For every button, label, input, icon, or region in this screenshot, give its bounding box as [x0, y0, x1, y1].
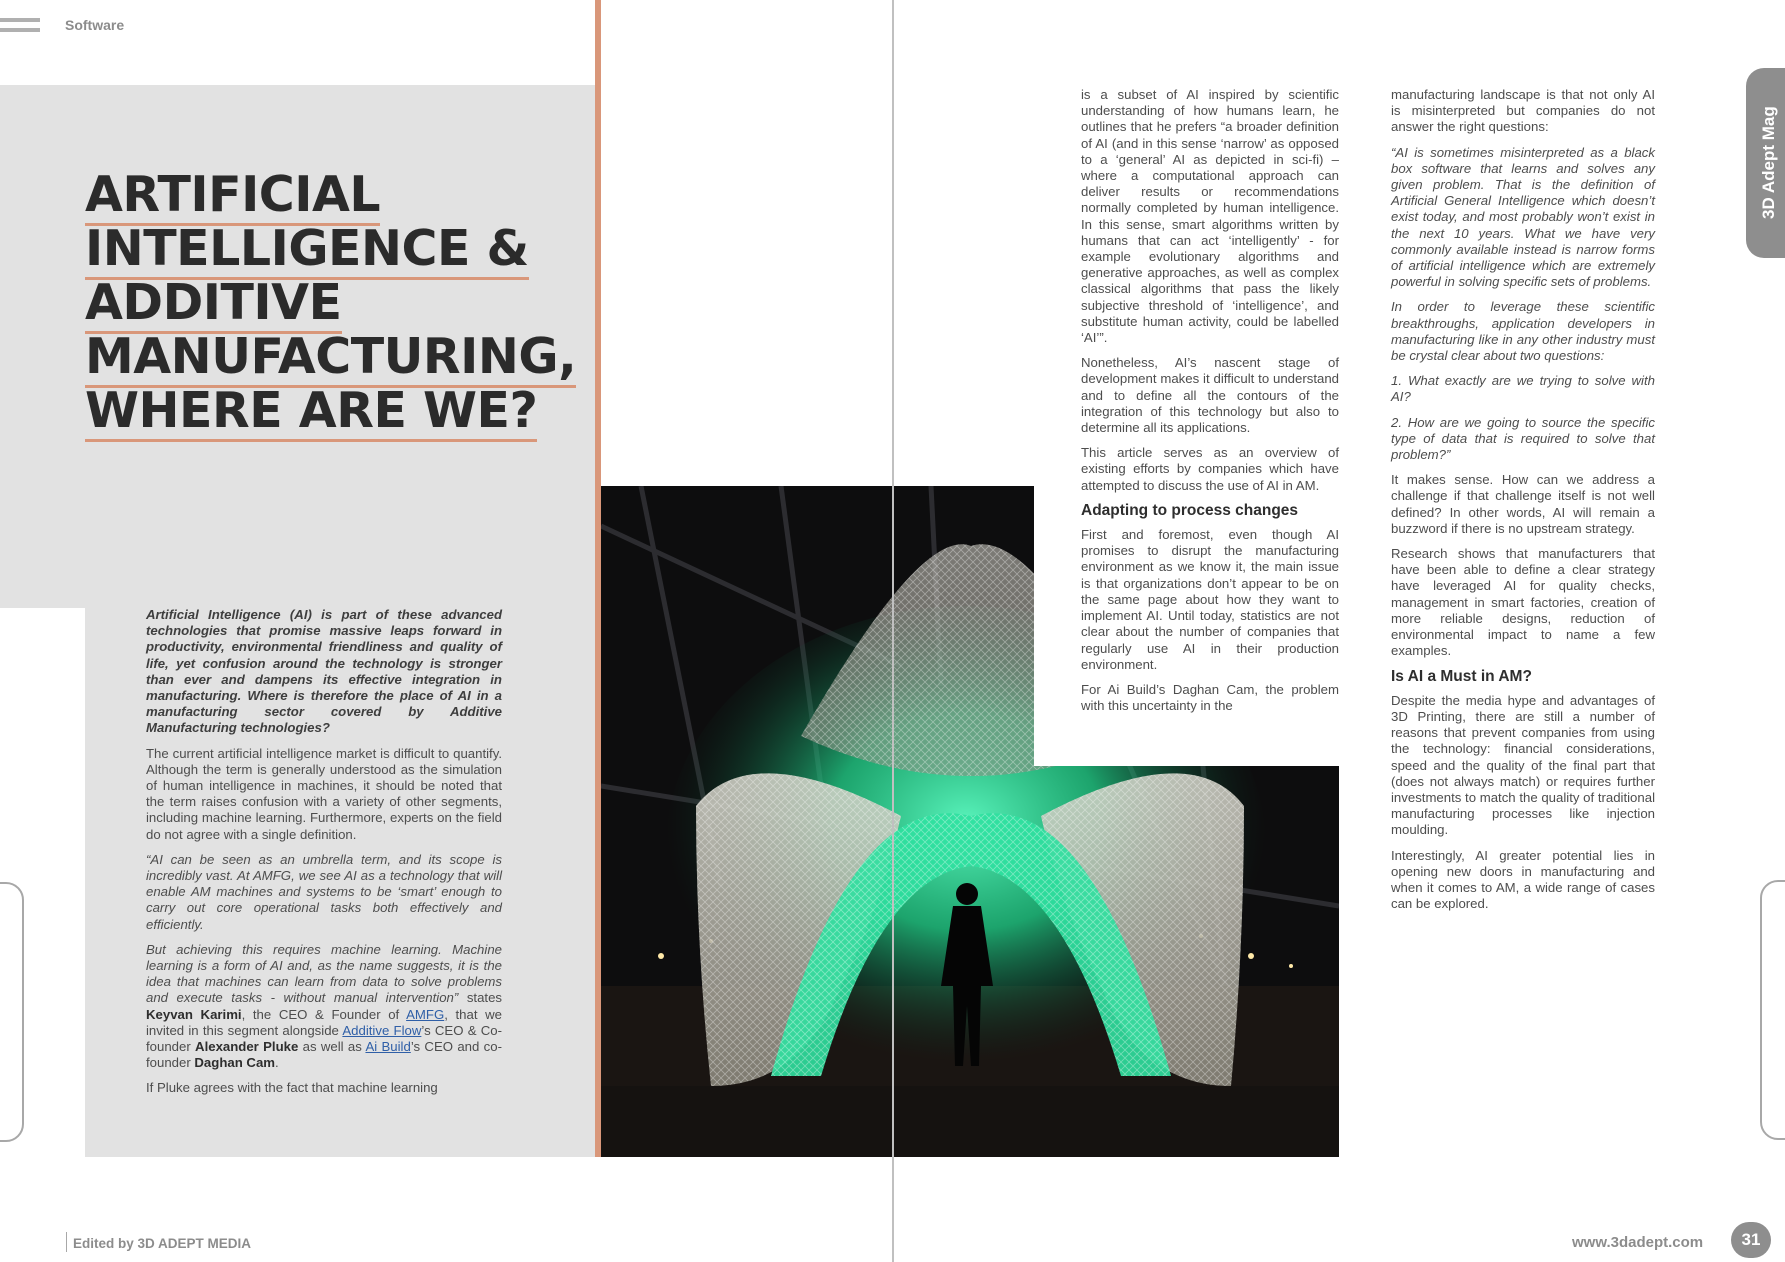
- text: , the CEO & Founder of: [241, 1006, 407, 1022]
- page-spine: [892, 0, 894, 1262]
- title-line-5: WHERE ARE WE?: [85, 382, 537, 442]
- text: .: [275, 1055, 279, 1071]
- paragraph: The current artificial intelligence market is difficult to quantify. Although the term is generally understood as the simulation of human intelligence in machines, it should be noted that the term raises confusion with a variety of other segments, including machine learning. Furthermore, experts on the field do not agree with a single definition.: [146, 745, 502, 842]
- paragraph: This article serves as an overview of existing efforts by companies which have attempted to discuss the use of AI in AM.: [1081, 445, 1339, 493]
- paragraph: Nonetheless, AI’s nascent stage of development makes it difficult to understand and to define all the contours of the integration of this technology but also to determine all its applications.: [1081, 355, 1339, 436]
- paragraph: First and foremost, even though AI promises to disrupt the manufacturing environment as we know it, the main issue is that organizations don’t appear to be on the same page about how they want to implement AI. Until today, statistics are not clear about the number of companies that regularly use AI in their production environment.: [1081, 527, 1339, 672]
- paragraph: Interestingly, AI greater potential lies in opening new doors in manufacturing and when it comes to AM, a wide range of cases can be explored.: [1391, 847, 1655, 912]
- column-3: [1391, 87, 1655, 921]
- page-edge-bracket-left: [0, 882, 24, 1142]
- footer-url[interactable]: www.3dadept.com: [1572, 1234, 1704, 1251]
- quote-paragraph: [1391, 373, 1655, 405]
- additive-flow-link[interactable]: Additive Flow: [342, 1022, 422, 1038]
- text: , that we invited in this segment alongside: [146, 1006, 502, 1038]
- quote-text: 2. How are we going to source the specific type of data that is required to solve that problem?”: [1391, 414, 1655, 463]
- title-line-2: INTELLIGENCE &: [85, 220, 529, 280]
- footer-credit: Edited by 3D ADEPT MEDIA: [73, 1236, 252, 1251]
- article-title: [85, 168, 595, 438]
- column-2: [1081, 87, 1339, 723]
- text: ’s CEO & Co-founder: [146, 1022, 502, 1055]
- amfg-link[interactable]: AMFG: [406, 1006, 445, 1022]
- text: states: [458, 990, 502, 1006]
- paragraph: manufacturing landscape is that not only AI is misinterpreted but companies do not answer the right questions:: [1391, 87, 1655, 135]
- title-line-1: ARTIFICIAL: [85, 166, 380, 226]
- subheading: Adapting to process changes: [1081, 501, 1299, 519]
- quote-paragraph: [1391, 145, 1655, 291]
- column-1: [146, 607, 502, 1106]
- text: as well as: [298, 1039, 366, 1055]
- quote-text: “AI can be seen as an umbrella term, and its scope is incredibly vast. At AMFG, we see AI as a technology that will enable AM machines and systems to be ‘smart’ enough to carry out core operational tasks both effectively and efficiently.: [146, 851, 502, 932]
- ai-build-link[interactable]: Ai Build: [365, 1039, 411, 1055]
- section-label: Software: [65, 17, 125, 33]
- subheading: Is AI a Must in AM?: [1391, 667, 1532, 685]
- paragraph: For Ai Build’s Daghan Cam, the problem with this uncertainty in the: [1081, 681, 1339, 714]
- quote-paragraph: [146, 852, 502, 933]
- title-line-4: MANUFACTURING,: [85, 328, 576, 388]
- paragraph: If Pluke agrees with the fact that machine learning: [146, 1080, 438, 1096]
- header-decoration: [0, 18, 40, 22]
- title-line-3: ADDITIVE: [85, 274, 342, 334]
- quote-text: But achieving this requires machine learning. Machine learning is a form of AI and, as the name suggests, it is the idea that machines can learn from data to solve problems and execute tasks - without manual intervention”: [146, 941, 502, 1006]
- paragraph: It makes sense. How can we address a challenge if that challenge itself is not well defined? In other words, AI will remain a buzzword if there is no upstream strategy.: [1391, 472, 1655, 536]
- lead-paragraph: Artificial Intelligence (AI) is part of these advanced technologies that promise massive leaps forward in productivity, environmental friendliness and quality of life, yet confusion around the technology is stronger than ever and dampens its effective integration in manufacturing. Where is therefore the place of AI in a manufacturing sector covered by Additive Manufacturing technologies?: [146, 607, 502, 736]
- page-edge-bracket-right: [1760, 880, 1785, 1140]
- person-name: Keyvan Karimi: [146, 1006, 242, 1022]
- quote-text: “AI is sometimes misinterpreted as a black box software that learns and solves any given problem. That is the definition of Artificial General Intelligence which doesn’t exist today, and most probably won’t exist in the next 10 years. What we have very commonly available instead is narrow forms of artificial intelligence which are extremely powerful in solving specific sets of problems.: [1391, 144, 1655, 290]
- quote-paragraph: [1391, 415, 1655, 464]
- person-name: Alexander Pluke: [195, 1039, 299, 1055]
- quote-text: In order to leverage these scientific breakthroughs, application developers in manufacturing like in any other industry must be crystal clear about two questions:: [1391, 299, 1655, 364]
- page-number: 31: [1731, 1222, 1771, 1258]
- paragraph: is a subset of AI inspired by scientific understanding of how humans learn, he outlines that he prefers “a broader definition of AI (and in this sense ‘narrow’ as opposed to a ‘general’ AI as depicted in sci-fi) – where a computational approach can deliver results or recommendations normally completed by human intelligence. In this sense, smart algorithms written by humans that can act ‘intelligently’ - for example evolutionary algorithms and generative approaches, as well as complex classical algorithms that pass the likely subjective threshold of ‘intelligence’, and substitute human activity, could be labelled ‘AI’”.: [1081, 87, 1339, 346]
- paragraph: Research shows that manufacturers that have been able to define a clear strategy have leveraged AI for quality checks, management in smart factories, creation of more reliable designs, reduction of environmental impact to name a few examples.: [1391, 546, 1655, 659]
- quote-paragraph: [1391, 299, 1655, 364]
- header-decoration-2: [0, 28, 40, 32]
- paragraph: Despite the media hype and advantages of 3D Printing, there are still a number of reasons that prevent companies from using the technology: financial considerations, speed and the quality of the final part that (does not always match) or requires further investments to match the quality of traditional manufacturing processes like injection moulding.: [1391, 692, 1655, 838]
- footer-rule: [66, 1232, 67, 1252]
- quote-text: 1. What exactly are we trying to solve with AI?: [1391, 373, 1655, 405]
- text: ’s CEO and co-founder: [146, 1039, 502, 1071]
- magazine-side-tab-label: 3D Adept Mag: [1759, 106, 1778, 220]
- attribution-paragraph: [146, 942, 502, 1072]
- person-name: Daghan Cam: [194, 1055, 276, 1071]
